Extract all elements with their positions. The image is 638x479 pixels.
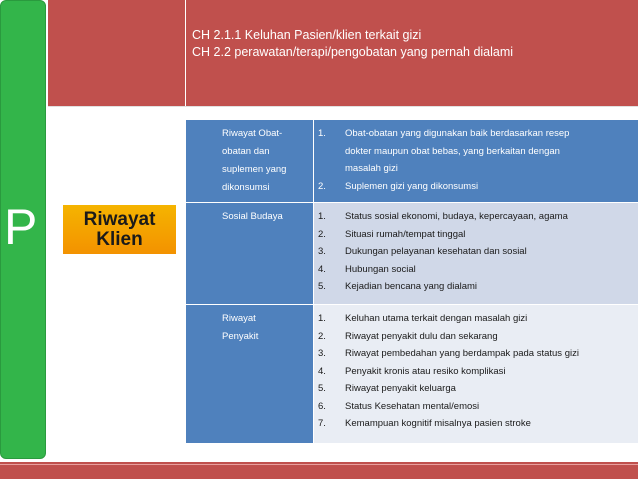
list-item — [318, 345, 634, 363]
row-content-cell — [314, 203, 638, 304]
side-letter: P — [4, 199, 38, 255]
list-item — [318, 178, 634, 196]
item-list — [318, 125, 634, 195]
item-text: Status sosial ekonomi, budaya, kepercayaan, agama — [345, 211, 568, 222]
row-label-cell — [186, 305, 313, 443]
list-item — [318, 328, 634, 346]
list-item — [318, 380, 634, 398]
item-text: dokter maupun obat bebas, yang berkaitan dengan — [345, 145, 560, 157]
logo-line-2: Klien — [96, 229, 143, 250]
list-item — [318, 310, 634, 328]
table-row — [186, 203, 638, 304]
item-text: Obat-obatan yang digunakan baik berdasarkan resep — [345, 128, 570, 139]
item-text: Keluhan utama terkait dengan masalah gizi — [345, 313, 528, 324]
row-label-line: Riwayat Obat- — [222, 128, 283, 139]
item-number: 1. — [318, 211, 326, 222]
row-content-cell — [314, 305, 638, 443]
riwayat-klien-logo — [63, 205, 176, 254]
list-item — [318, 243, 634, 261]
logo-line-1: Riwayat — [83, 209, 156, 230]
item-text: Suplemen gizi yang dikonsumsi — [345, 180, 479, 192]
item-text: Riwayat pembedahan yang berdampak pada status gizi — [345, 348, 579, 359]
row-label — [222, 208, 310, 226]
item-number: 4. — [318, 263, 326, 275]
row-label-line: obatan dan — [222, 146, 270, 157]
list-item — [318, 363, 634, 381]
row-label-line: dikonsumsi — [222, 182, 270, 193]
row-label-line: Sosial Budaya — [222, 211, 283, 222]
side-letter-bar — [0, 0, 46, 459]
item-text: masalah gizi — [345, 163, 398, 174]
item-number: 3. — [318, 246, 326, 257]
item-list — [318, 208, 634, 296]
item-number: 5. — [318, 383, 326, 394]
item-number: 1. — [318, 128, 326, 139]
item-list — [318, 310, 634, 433]
list-item — [318, 261, 634, 279]
row-label-line: Riwayat — [222, 313, 256, 324]
list-item — [318, 415, 634, 433]
list-item — [318, 226, 634, 244]
table-row — [186, 305, 638, 443]
row-content-cell — [314, 120, 638, 202]
row-label-cell — [186, 203, 313, 304]
row-label — [222, 125, 310, 197]
item-text: Kemampuan kognitif misalnya pasien stroke — [345, 418, 531, 429]
item-text: Riwayat penyakit keluarga — [345, 383, 456, 394]
item-number: 2. — [318, 228, 326, 240]
list-item — [318, 125, 634, 178]
item-text: Penyakit kronis atau resiko komplikasi — [345, 365, 506, 377]
list-item — [318, 208, 634, 226]
list-item — [318, 278, 634, 296]
header-bottom-line — [48, 106, 638, 107]
item-number: 1. — [318, 313, 326, 324]
header-left-cell — [48, 0, 185, 106]
header-line-2: CH 2.2 perawatan/terapi/pengobatan yang pernah dialami — [192, 45, 514, 59]
item-text: Dukungan pelayanan kesehatan dan sosial — [345, 246, 527, 257]
row-label — [222, 310, 310, 346]
item-number: 5. — [318, 281, 326, 292]
list-item — [318, 398, 634, 416]
footer-line — [0, 464, 638, 465]
header-divider — [185, 0, 186, 106]
item-text: Kejadian bencana yang dialami — [345, 281, 478, 292]
row-label-cell — [186, 120, 313, 202]
table-row — [186, 120, 638, 202]
item-text: Riwayat penyakit dulu dan sekarang — [345, 330, 498, 342]
item-text: Situasi rumah/tempat tinggal — [345, 228, 466, 240]
item-number: 2. — [318, 330, 326, 342]
item-number: 7. — [318, 418, 326, 429]
header-text — [192, 27, 632, 61]
row-label-line: Penyakit — [222, 331, 259, 342]
item-number: 2. — [318, 180, 326, 192]
item-number: 3. — [318, 348, 326, 359]
item-text: Status Kesehatan mental/emosi — [345, 400, 480, 412]
item-number: 4. — [318, 365, 326, 377]
item-number: 6. — [318, 400, 326, 412]
row-label-line: suplemen yang — [222, 164, 287, 175]
item-text: Hubungan social — [345, 263, 416, 275]
header-line-1: CH 2.1.1 Keluhan Pasien/klien terkait gizi — [192, 28, 422, 42]
